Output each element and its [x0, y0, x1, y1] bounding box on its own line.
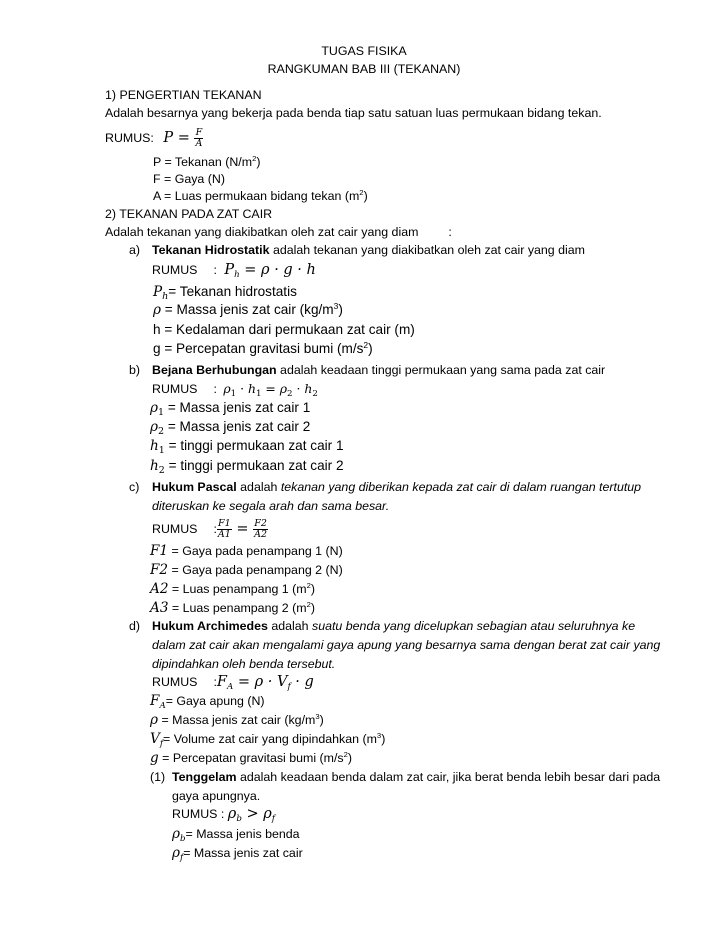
item-b-def-1-text: = Massa jenis zat cair 1 — [164, 400, 311, 415]
item-a-marker: a) — [129, 243, 141, 257]
item-a-formula-rest: = ρ · g · h — [239, 262, 316, 278]
subitem-1-f-sub-f: f — [271, 814, 275, 824]
item-c-frac-2-den: A2 — [254, 529, 268, 540]
item-d-def-1-text: = Gaya apung (N) — [165, 694, 265, 708]
item-b-f-rho2: ρ — [279, 381, 288, 396]
item-c-def-1-text: = Gaya pada penampang 1 (N) — [168, 544, 343, 558]
subitem-1-def-2-sym: ρ — [172, 845, 180, 861]
subitem-1-f-sub-b: b — [236, 814, 242, 824]
item-a-def-4 — [153, 341, 373, 357]
item-c-def-3-sym: A2 — [150, 581, 169, 597]
item-d-def-2-sup: 3 — [315, 712, 320, 721]
formula-p: P — [163, 129, 174, 146]
item-b-def-1-sym: ρ — [150, 400, 158, 416]
section-1-definition: Adalah besarnya yang bekerja pada benda tiap satu satuan luas permukaan bidang tekan. — [105, 106, 602, 120]
def-area-close: ) — [363, 189, 368, 203]
item-d-def-2-sym: ρ — [150, 712, 158, 728]
item-a-rumus-label: RUMUS — [152, 263, 198, 277]
subitem-1-rumus — [172, 806, 275, 822]
subitem-1-term: Tenggelam — [172, 770, 237, 784]
def-area-sup: 2 — [359, 188, 364, 197]
item-b-f-h2: h — [304, 381, 313, 396]
item-d-f-F: F — [216, 674, 227, 690]
item-d-rest1: adalah — [267, 619, 313, 633]
section-1-formula — [105, 128, 203, 149]
subitem-1-line2: gaya apungnya. — [172, 789, 261, 803]
subitem-1-def-1-sym: ρ — [172, 826, 180, 842]
item-a-term: Tekanan Hidrostatik — [152, 243, 270, 257]
item-a-formula-p: P — [224, 262, 235, 278]
item-d-def-3-sym: V — [150, 731, 160, 747]
item-c-title — [152, 479, 641, 495]
item-b-term: Bejana Berhubungan — [152, 363, 277, 377]
item-c-frac-1-den: A1 — [217, 529, 231, 540]
item-d-def-4-text: = Percepatan gravitasi bumi (m/s — [158, 751, 344, 765]
item-c-def-4-sup: 2 — [306, 600, 311, 609]
item-a-def-2-text: = Massa jenis zat cair (kg/m — [161, 302, 334, 317]
item-d-line2 — [152, 637, 660, 653]
subitem-1-f-gt: > — [241, 806, 264, 822]
item-d-title — [152, 618, 635, 634]
item-d-f-V-sub: f — [287, 682, 291, 692]
item-c-line2-text: diteruskan ke segala arah dan sama besar. — [152, 499, 390, 513]
item-c-def-1 — [150, 543, 343, 559]
formula-equals: = — [173, 129, 195, 146]
subitem-1-rest: adalah keadaan benda dalam zat cair, jika berat benda lebih besar dari pada — [236, 770, 661, 784]
item-c-def-2-sym: F2 — [150, 562, 169, 578]
item-c-frac-1-num: F1 — [218, 518, 231, 529]
item-d-def-3-sup: 3 — [376, 731, 382, 740]
item-a-def-3: h = Kedalaman dari permukaan zat cair (m) — [153, 322, 415, 337]
subitem-1-marker: (1) — [150, 770, 166, 784]
subitem-1-def-1-text: = Massa jenis benda — [185, 827, 300, 841]
item-b-def-4-sub: 2 — [158, 465, 165, 476]
item-d-rumus-label: RUMUS — [152, 675, 198, 689]
subitem-1-f-rho-b: ρ — [227, 806, 237, 822]
subitem-1-def-2-sub: f — [180, 853, 184, 863]
item-a-def-1-sub: h — [162, 291, 169, 302]
item-a-def-4-close: ) — [368, 341, 373, 356]
item-b-marker: b) — [129, 363, 141, 377]
item-a-title — [152, 242, 585, 258]
item-a-formula-sub: h — [234, 270, 240, 280]
item-b-f-h1: h — [247, 381, 256, 396]
item-c-line2 — [152, 498, 389, 514]
item-c-def-3-sup: 2 — [306, 581, 311, 590]
item-a-def-1-sym: P — [153, 284, 163, 300]
item-d-def-2-close: ) — [319, 713, 324, 727]
subitem-1-def-1-sub: b — [180, 834, 186, 844]
item-c-def-2 — [150, 562, 343, 578]
item-d-marker: d) — [129, 619, 141, 633]
item-a-def-2-sym: ρ — [153, 302, 161, 318]
section-2-heading: 2) TEKANAN PADA ZAT CAIR — [105, 207, 273, 221]
item-b-def-1-sub: 1 — [158, 407, 165, 418]
subitem-1-def-1 — [172, 826, 300, 842]
item-c-frac-1 — [217, 519, 232, 540]
item-d-def-1-sym: F — [150, 693, 160, 709]
item-c-def-4 — [150, 600, 315, 616]
subitem-1-f-rho-f: ρ — [263, 806, 272, 822]
item-c-rumus-label: RUMUS — [152, 521, 198, 536]
item-c-def-4-text: = Luas penampang 2 (m — [168, 601, 307, 615]
item-b-def-3-text: = tinggi permukaan zat cair 1 — [164, 438, 344, 453]
subitem-1-def-2-text: = Massa jenis zat cair — [183, 846, 303, 860]
item-c-def-3-close: ) — [310, 582, 315, 596]
item-d-def-1 — [150, 693, 265, 709]
item-c-rest2: tekanan yang diberikan kepada zat cair di dalam ruangan tertutup — [280, 480, 642, 494]
item-c-rumus — [152, 519, 268, 540]
item-d-line3 — [152, 656, 335, 672]
item-b-def-2 — [150, 419, 310, 435]
subitem-1-title — [172, 769, 660, 785]
def-pressure-text: P = Tekanan (N/m — [153, 155, 253, 169]
item-b-def-3-sub: 1 — [158, 445, 165, 456]
item-c-def-3 — [150, 581, 315, 597]
item-d-def-3-sub: f — [159, 739, 164, 749]
item-b-rest: adalah keadaan tinggi permukaan yang sama pada zat cair — [276, 363, 606, 377]
item-d-term: Hukum Archimedes — [152, 619, 268, 633]
item-c-rest1: adalah — [236, 480, 281, 494]
item-a-def-2 — [153, 302, 343, 318]
item-a-def-1 — [153, 284, 297, 300]
item-c-eq: = — [231, 520, 254, 537]
item-b-f-rho2-sub: 2 — [287, 389, 293, 399]
item-b-def-4-sym: h — [150, 458, 159, 474]
item-b-def-3-sym: h — [150, 438, 159, 454]
formula-fraction — [194, 128, 203, 149]
item-b-def-4-text: = tinggi permukaan zat cair 2 — [164, 458, 344, 473]
item-d-colon: : — [213, 675, 217, 689]
item-c-frac-2 — [253, 519, 268, 540]
item-b-def-1 — [150, 400, 310, 416]
item-d-def-4-sup: 2 — [343, 750, 348, 759]
item-a-def-2-sup: 3 — [333, 301, 339, 311]
item-b-def-2-sym: ρ — [150, 419, 158, 435]
item-b-title — [152, 362, 605, 378]
item-d-line3-text: dipindahkan oleh benda tersebut. — [152, 657, 336, 671]
def-area-text: A = Luas permukaan bidang tekan (m — [153, 189, 360, 203]
rumus-label: RUMUS: — [105, 130, 154, 145]
fraction-numerator: F — [195, 127, 203, 138]
item-b-f-rho1: ρ — [223, 381, 231, 396]
item-d-def-3-close: ) — [381, 732, 386, 746]
item-b-colon: : — [213, 382, 217, 396]
def-pressure-close: ) — [256, 155, 261, 169]
item-a-rest: adalah tekanan yang diakibatkan oleh zat cair yang diam — [269, 243, 585, 257]
item-c-frac-2-num: F2 — [254, 518, 267, 529]
item-d-rumus — [152, 674, 314, 690]
item-d-f-end: · g — [290, 674, 314, 690]
item-d-def-1-sub: A — [159, 701, 166, 711]
item-d-f-mid: = ρ · — [233, 674, 277, 690]
section-2-intro-colon: : — [448, 225, 452, 239]
item-b-def-2-text: = Massa jenis zat cair 2 — [164, 419, 311, 434]
item-c-term: Hukum Pascal — [152, 480, 237, 494]
item-b-def-4 — [150, 458, 344, 474]
doc-title: TUGAS FISIKA — [321, 44, 407, 58]
item-d-def-3 — [150, 731, 385, 747]
item-d-def-3-text: = Volume zat cair yang dipindahkan (m — [163, 732, 377, 746]
item-b-f-h2-sub: 2 — [312, 389, 318, 399]
item-c-def-1-sym: F1 — [150, 543, 169, 559]
item-d-def-4-close: ) — [347, 751, 353, 765]
item-d-def-2-text: = Massa jenis zat cair (kg/m — [158, 713, 316, 727]
item-c-def-3-text: = Luas penampang 1 (m — [168, 582, 307, 596]
item-c-def-2-text: = Gaya pada penampang 2 (N) — [168, 563, 343, 577]
item-d-rest2: suatu benda yang dicelupkan sebagian atau seluruhnya ke — [312, 619, 636, 633]
item-b-def-3 — [150, 438, 344, 454]
item-b-f-h1-sub: 1 — [255, 389, 262, 399]
item-b-def-2-sub: 2 — [158, 426, 165, 437]
item-b-f-dot2: · — [292, 381, 305, 396]
item-d-def-4-sym: g — [150, 750, 159, 766]
item-d-f-V: V — [276, 674, 288, 690]
item-c-def-4-sym: A3 — [150, 600, 169, 616]
item-a-def-1-text: = Tekanan hidrostatis — [168, 284, 297, 299]
item-c-colon: : — [213, 521, 217, 536]
item-a-colon: : — [213, 263, 217, 277]
item-b-f-eq: = — [261, 381, 280, 396]
section-1-heading: 1) PENGERTIAN TEKANAN — [105, 88, 262, 102]
section-2-intro — [105, 224, 452, 240]
subitem-1-def-2 — [172, 845, 303, 861]
item-b-f-dot1: · — [236, 381, 248, 396]
item-c-def-4-close: ) — [310, 601, 315, 615]
section-2-intro-text: Adalah tekanan yang diakibatkan oleh zat cair yang diam — [105, 225, 419, 239]
def-pressure-sup: 2 — [252, 154, 257, 163]
fraction-denominator: A — [195, 138, 203, 149]
def-pressure — [153, 154, 261, 170]
item-a-rumus — [152, 262, 316, 278]
doc-subtitle: RANGKUMAN BAB III (TEKANAN) — [267, 62, 461, 76]
item-d-def-4 — [150, 750, 352, 766]
item-c-marker: c) — [129, 480, 140, 494]
def-area — [153, 188, 368, 204]
item-d-line2-text: dalam zat cair akan mengalami gaya apung yang besarnya sama dengan berat zat cair yang — [152, 638, 661, 652]
item-b-rumus-label: RUMUS — [152, 382, 198, 396]
item-d-f-F-sub: A — [226, 682, 234, 692]
item-a-def-2-close: ) — [338, 302, 343, 317]
item-a-def-4-sup: 2 — [363, 340, 369, 350]
item-b-rumus — [152, 381, 318, 397]
item-a-def-4-text: g = Percepatan gravitasi bumi (m/s — [153, 341, 364, 356]
item-b-f-rho1-sub: 1 — [230, 389, 237, 399]
item-d-def-2 — [150, 712, 324, 728]
def-force: F = Gaya (N) — [153, 172, 225, 186]
subitem-1-rumus-label: RUMUS : — [172, 807, 225, 821]
